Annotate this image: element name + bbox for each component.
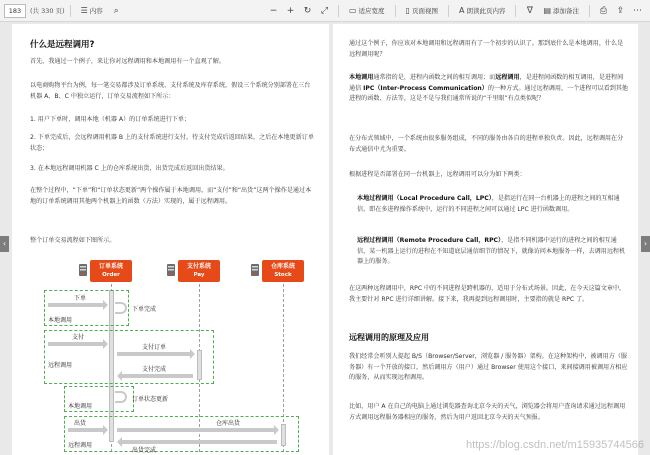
watermark: https://blog.csdn.net/m15935744566 xyxy=(466,439,644,451)
fullscreen-icon[interactable]: ⤢ xyxy=(320,5,329,16)
ship-done-label: 出货完成 xyxy=(132,447,157,454)
local-call-label: 本地调用 xyxy=(68,403,93,410)
next-page-icon[interactable]: › xyxy=(641,236,650,252)
pay-done-arrow xyxy=(121,374,193,378)
left-page xyxy=(12,24,329,455)
update-status-selfloop xyxy=(115,391,127,403)
ship-done-arrow xyxy=(121,440,277,444)
paragraph: 整个订单交易流程如下图所示。 xyxy=(30,237,116,244)
add-note-button[interactable] xyxy=(543,6,579,15)
definition-item xyxy=(357,236,629,268)
read-aloud-button[interactable] xyxy=(459,6,505,15)
order-done-label: 下单完成 xyxy=(132,306,157,313)
pay-service-en: Pay xyxy=(193,272,205,278)
toolbar-divider xyxy=(70,5,71,17)
page-view-icon: ▯ xyxy=(405,6,410,15)
stock-service-label: 仓库系统 xyxy=(270,263,295,270)
zoom-in-icon[interactable]: + xyxy=(286,5,295,16)
server-icon xyxy=(166,264,176,276)
pay-arrow xyxy=(48,342,104,346)
search-icon[interactable]: ⌕ xyxy=(113,5,119,16)
paragraph: 我们经常会听别人提起 B/S（Browser/Server，浏览器 / 服务器）架构。在这种架构中，被调用方（服务器）有一个开放的接口，然后调用方（用户）通过 Browser 使用这个接口，来间接调用被调用方相应的服务，从而实现远程调用。 xyxy=(349,353,628,382)
read-aloud-label: 朗读此页内容 xyxy=(466,7,506,15)
read-aloud-icon: A xyxy=(458,6,465,15)
paragraph: 比如，用户 A 在自己的电脑上通过浏览器查询北京今天的天气，浏览器会将用户查询请求通过远程调用方式调用远程服务器相应的服务，然后为用户返回北京今天的天气预报。 xyxy=(349,403,626,421)
pay-done-label: 支付完成 xyxy=(142,366,167,373)
zoom-out-icon[interactable]: − xyxy=(269,5,278,16)
toolbar xyxy=(0,0,650,22)
place-order-arrow xyxy=(48,303,104,307)
paragraph: 以电商购物平台为例，每一笔交易都涉及订单系统、支付系统及库存系统，假设三个系统分别部署在三台机器 A、B、C 中独立运行，订单交易流程如下所示： xyxy=(30,82,311,100)
stock-service-en: Stock xyxy=(274,272,292,278)
pay-label: 支付 xyxy=(72,334,85,341)
definition-item xyxy=(357,194,629,215)
toolbar-divider xyxy=(515,5,516,17)
pay-service-label: 支付系统 xyxy=(186,263,211,270)
text-run: ，是进程间函数的相互调用，是进程间通信 xyxy=(349,74,624,92)
term-lpc: 本地过程调用（Local Procedure Call，LPC） xyxy=(357,195,492,202)
previous-page-icon[interactable]: ‹ xyxy=(0,236,9,252)
ship-label: 出货 xyxy=(74,420,87,427)
section-title: 什么是远程调用? xyxy=(30,40,95,50)
stock-service-box xyxy=(262,260,304,282)
order-service-box xyxy=(90,260,132,282)
toolbar-divider xyxy=(589,5,590,17)
fit-width-button[interactable] xyxy=(349,6,385,15)
note-icon: ▤ xyxy=(543,6,551,15)
page-number-input[interactable]: 183 xyxy=(4,4,26,18)
list-item: 2. 下单完成后，会远程调用机器 B 上的支付系统进行支付，待支付完成后返回结果，之后在本地更新订单状态； xyxy=(30,134,314,152)
update-status-label: 订单状态更新 xyxy=(132,396,169,403)
paragraph: 根据进程是否部署在同一台机器上，远程调用可以分为如下两类： xyxy=(349,171,526,178)
text-run: 通常指的是，进程内函数之间的相互调用；而 xyxy=(373,74,496,81)
remote-call-box xyxy=(64,416,299,452)
text-run: ，是指不同机器中运行的进程之间的相互通信，某一机器上运行的进程在不知道底层通信细节的情况下，就像访问本地服务一样，去调用远程机器上的服务。 xyxy=(357,237,626,266)
pay-order-label: 支付订单 xyxy=(142,344,167,351)
page-view-label: 页面视图 xyxy=(411,7,438,15)
toolbar-divider xyxy=(338,5,339,17)
order-service-label: 订单系统 xyxy=(98,263,123,270)
list-item: 1. 用户下单时，调用本地（机器 A）的订单系统进行下单； xyxy=(30,116,191,123)
order-service-en: Order xyxy=(102,272,120,278)
term-remote-call: 远程调用 xyxy=(495,74,520,81)
term-rpc: 远程过程调用（Remote Procedure Call，RPC） xyxy=(357,237,502,244)
contents-button[interactable] xyxy=(81,6,103,15)
contents-icon: ☰ xyxy=(80,6,88,15)
ship-arrow xyxy=(68,428,104,432)
term-local-call: 本地调用 xyxy=(349,74,374,81)
toolbar-divider xyxy=(395,5,396,17)
share-icon[interactable]: ⇪ xyxy=(616,5,625,16)
fit-width-icon: ▭ xyxy=(348,6,357,15)
fit-width-label: 适应宽度 xyxy=(358,7,385,15)
server-icon xyxy=(250,264,260,276)
paragraph xyxy=(349,73,629,105)
term-ipc: IPC（Inter-Process Communication） xyxy=(363,84,488,92)
local-call-label: 本地调用 xyxy=(48,317,73,324)
sequence-diagram xyxy=(24,260,314,452)
place-order-label: 下单 xyxy=(74,295,87,302)
remote-call-label: 远程调用 xyxy=(68,442,93,449)
warehouse-ship-arrow xyxy=(117,428,275,432)
list-item: 3. 在本地远程调用机器 C 上的仓库系统出货，出货完成后返回出货结果。 xyxy=(30,165,229,172)
pay-order-arrow xyxy=(117,352,191,356)
paragraph: 首先，我通过一个例子，来让你对远程调用和本地调用有一个直观了解。 xyxy=(30,58,225,65)
right-page xyxy=(333,24,638,455)
text-run: ，是指运行在同一台机器上的进程之间的互相通信，即在多进程操作系统中，运行的不同进程之间可以通过 LPC 进行函数调用。 xyxy=(357,195,620,213)
paragraph: 在这两种远程调用中，RPC 中的不同进程是跨机器的，适用于分布式场景。因此，在今天这篇文章中，我主要针对 RPC 进行详细讲解。接下来，我再提到远程调用时，主要指的就是 RPC 了。 xyxy=(349,285,626,303)
add-note-label: 添加备注 xyxy=(553,7,579,15)
server-icon xyxy=(78,264,88,276)
paragraph: 在分布式领域中，一个系统由很多服务组成，不同的服务由各自的进程单独负责。因此，远程调用在分布式通信中尤为重要。 xyxy=(349,135,624,153)
section-title: 远程调用的原理及应用 xyxy=(349,333,429,342)
toolbar-divider xyxy=(448,5,449,17)
contents-label: 内容 xyxy=(89,7,103,15)
rotate-icon[interactable]: ↻ xyxy=(303,5,312,16)
more-icon[interactable]: ⋯ xyxy=(633,5,642,16)
print-icon[interactable]: ⎙ xyxy=(599,5,608,16)
remote-call-label: 远程调用 xyxy=(48,362,73,369)
place-order-selfloop xyxy=(115,302,127,314)
page-total: (共 330 页) xyxy=(30,7,65,15)
draw-icon[interactable]: ∇ xyxy=(526,5,533,16)
page-view-button[interactable] xyxy=(406,6,438,15)
paragraph: 在整个过程中，“下单”和“订单状态更新”两个操作属于本地调用，而“支付”和“出货”这两个操作是通过本地的订单系统调用其他两个机器上的函数（方法）实现的，属于远程调用。 xyxy=(30,187,312,205)
paragraph: 通过这个例子，你应该对本地调用和远程调用有了一个初步的认识了。那到底什么是本地调用，什么是远程调用呢？ xyxy=(349,40,624,58)
text-run: 的一种方式。通过远程调用，一个进程可以看到其他进程的函数、方法等，这是不是与我们通常所说的“千里眼”有点类似呢？ xyxy=(349,84,629,103)
pay-service-box xyxy=(178,260,220,282)
warehouse-ship-label: 仓库出货 xyxy=(216,420,241,427)
